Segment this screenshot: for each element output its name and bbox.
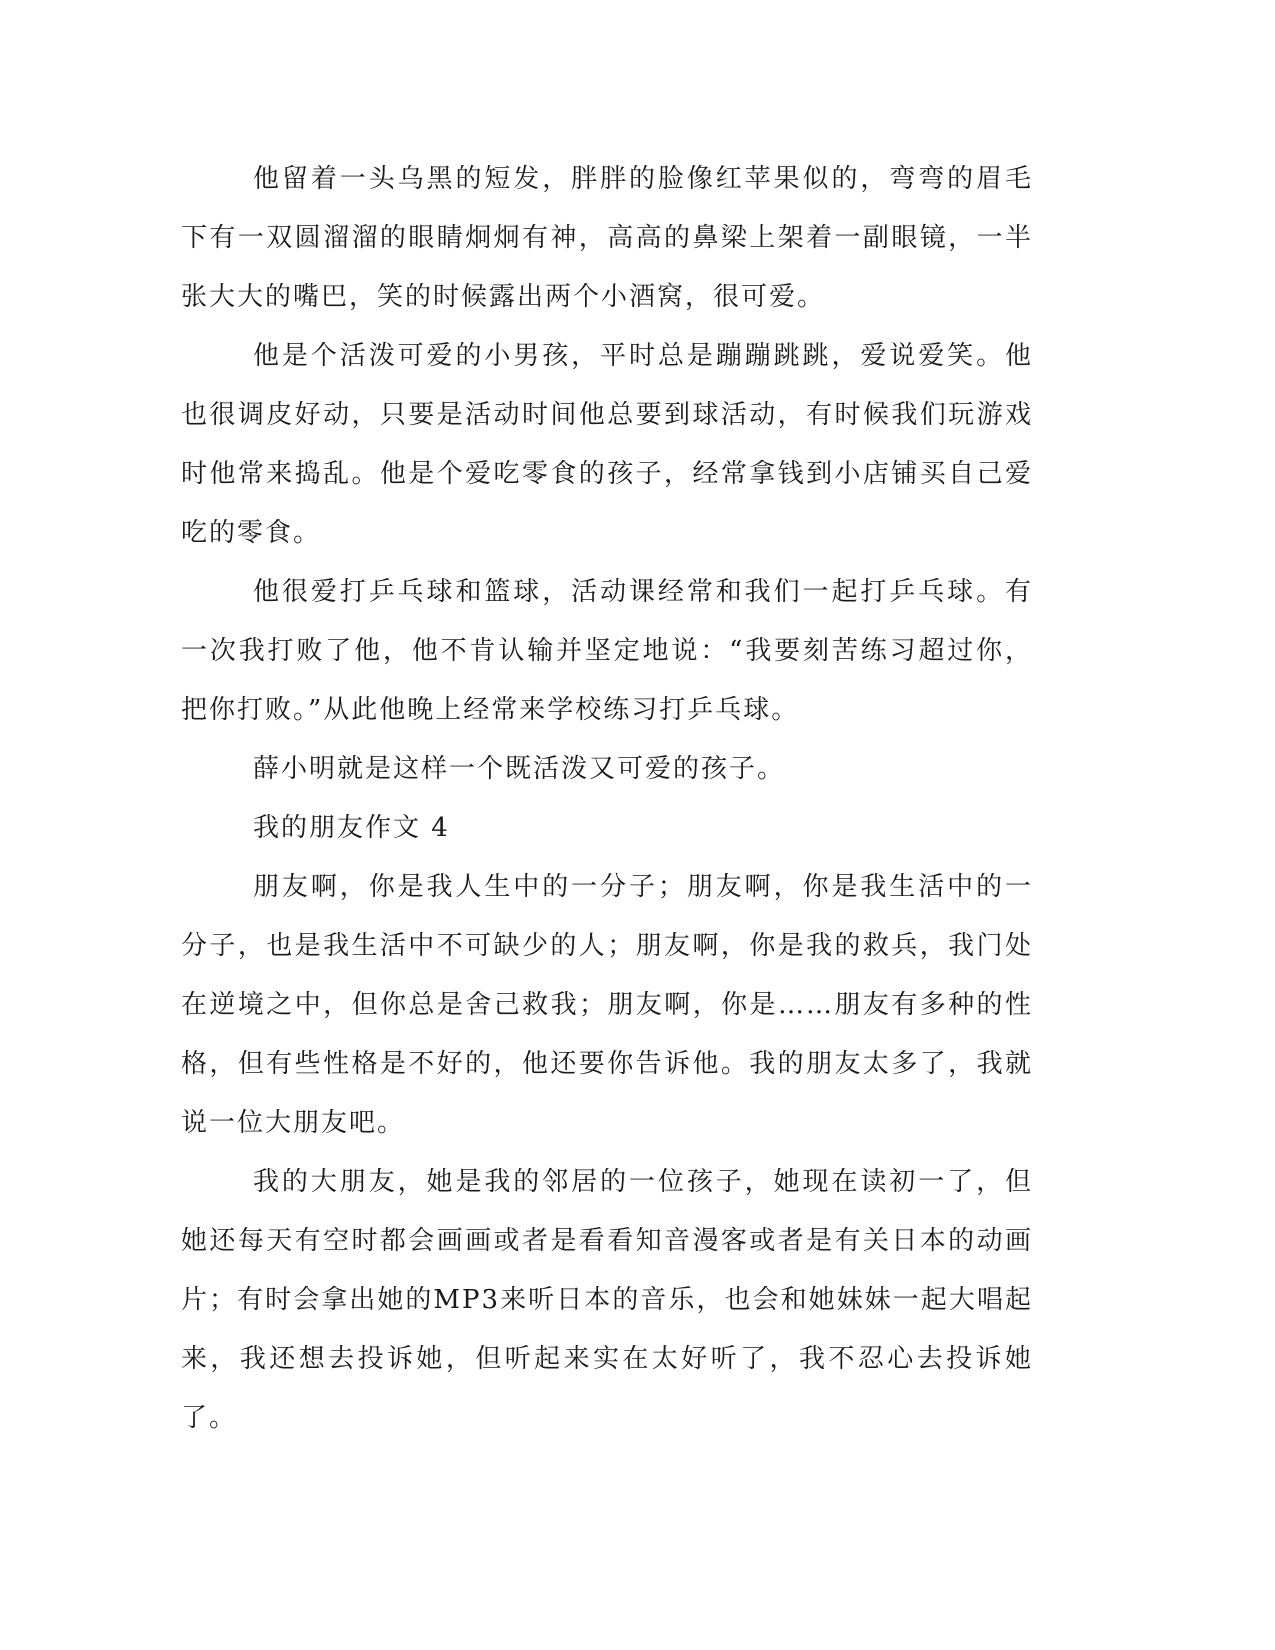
paragraph-conclusion: 薛小明就是这样一个既活泼又可爱的孩子。 xyxy=(253,754,786,784)
paragraph-personality: 他是个活泼可爱的小男孩，平时总是蹦蹦跳跳，爱说爱笑。他也很调皮好动，只要是活动时间他总要到球活动，有时候我们玩游戏时他常来捣乱。他是个爱吃零食的孩子，经常拿钱到小店铺买自己爱吃的零食。 xyxy=(181,341,1033,548)
paragraph-friend-intro: 朋友啊，你是我人生中的一分子；朋友啊，你是我生活中的一分子，也是我生活中不可缺少的人；朋友啊，你是我的救兵，我门处在逆境之中，但你总是舍己救我；朋友啊，你是……朋友有多种的性格，但有些性格是不好的，他还要你告诉他。我的朋友太多了，我就说一位大朋友吧。 xyxy=(181,872,1033,1138)
paragraph-table-tennis: 他很爱打乒乓球和篮球，活动课经常和我们一起打乒乓球。有一次我打败了他，他不肯认输并坚定地说：“我要刻苦练习超过你，把你打败。”从此他晚上经常来学校练习打乒乓球。 xyxy=(181,577,1033,725)
paragraph-appearance: 他留着一头乌黑的短发，胖胖的脸像红苹果似的，弯弯的眉毛下有一双圆溜溜的眼睛炯炯有神，高高的鼻梁上架着一副眼镜，一半张大大的嘴巴，笑的时候露出两个小酒窝，很可爱。 xyxy=(181,164,1033,312)
document-body xyxy=(181,150,1033,1448)
paragraph-big-friend: 我的大朋友，她是我的邻居的一位孩子，她现在读初一了，但她还每天有空时都会画画或者是看看知音漫客或者是有关日本的动画片；有时会拿出她的MP3来听日本的音乐，也会和她妹妹一起大唱起来，我还想去投诉她，但听起来实在太好听了，我不忍心去投诉她了。 xyxy=(181,1167,1033,1433)
section-title: 我的朋友作文 4 xyxy=(253,813,450,843)
